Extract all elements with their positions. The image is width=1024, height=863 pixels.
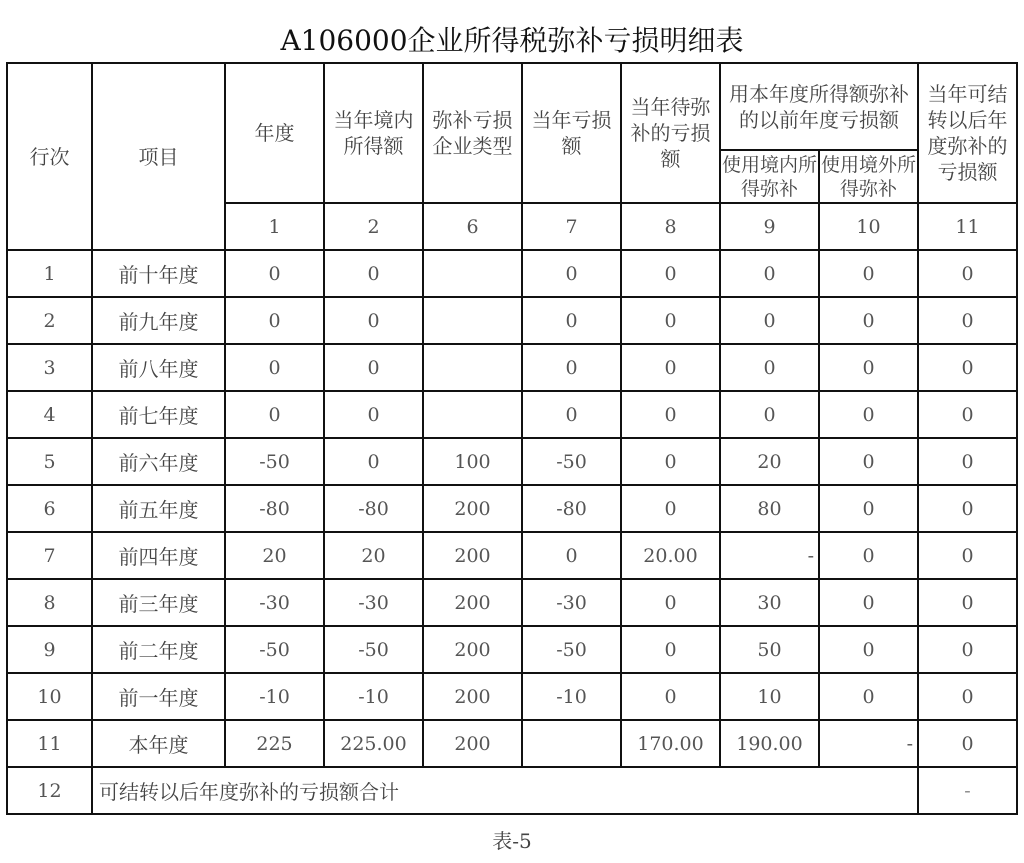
cell-pending-loss: 0	[621, 485, 720, 532]
cell-used-foreign: 0	[819, 250, 918, 297]
row-number: 4	[7, 391, 92, 438]
cell-domestic-income: 20	[324, 532, 423, 579]
header-row-no: 行次	[7, 63, 92, 250]
cell-carry-forward: 0	[918, 391, 1017, 438]
cell-loss-type: 200	[423, 720, 522, 767]
cell-used-domestic: 190.00	[720, 720, 819, 767]
cell-year: -50	[225, 626, 324, 673]
cell-year: 0	[225, 391, 324, 438]
row-number: 9	[7, 626, 92, 673]
cell-year: 0	[225, 344, 324, 391]
total-row-value: -	[918, 767, 1017, 814]
total-row-label: 可结转以后年度弥补的亏损额合计	[92, 767, 918, 814]
cell-pending-loss: 0	[621, 579, 720, 626]
cell-loss-amount	[522, 720, 621, 767]
table-row	[7, 485, 1017, 532]
cell-loss-type: 200	[423, 626, 522, 673]
cell-pending-loss: 0	[621, 438, 720, 485]
table-row	[7, 438, 1017, 485]
header-used-foreign: 使用境外所得弥补	[819, 150, 918, 203]
row-item: 前六年度	[92, 438, 225, 485]
table-row	[7, 344, 1017, 391]
cell-loss-type	[423, 250, 522, 297]
cell-loss-type: 200	[423, 532, 522, 579]
cell-loss-amount: 0	[522, 297, 621, 344]
cell-used-domestic: 20	[720, 438, 819, 485]
cell-loss-type: 200	[423, 485, 522, 532]
cell-carry-forward: 0	[918, 344, 1017, 391]
col-number: 11	[918, 203, 1017, 250]
cell-used-domestic: 50	[720, 626, 819, 673]
col-number: 2	[324, 203, 423, 250]
cell-used-domestic: 0	[720, 391, 819, 438]
table-row	[7, 720, 1017, 767]
row-item: 前十年度	[92, 250, 225, 297]
cell-domestic-income: 0	[324, 297, 423, 344]
cell-domestic-income: 0	[324, 391, 423, 438]
row-item: 前四年度	[92, 532, 225, 579]
loss-compensation-table	[6, 62, 1018, 815]
header-year: 年度	[225, 63, 324, 203]
cell-loss-amount: 0	[522, 391, 621, 438]
cell-carry-forward: 0	[918, 438, 1017, 485]
cell-loss-type: 100	[423, 438, 522, 485]
table-row	[7, 579, 1017, 626]
cell-loss-amount: -10	[522, 673, 621, 720]
cell-domestic-income: -50	[324, 626, 423, 673]
cell-domestic-income: -30	[324, 579, 423, 626]
cell-used-domestic: 10	[720, 673, 819, 720]
cell-domestic-income: -10	[324, 673, 423, 720]
cell-used-foreign: 0	[819, 673, 918, 720]
cell-used-foreign: 0	[819, 532, 918, 579]
cell-domestic-income: 225.00	[324, 720, 423, 767]
cell-used-domestic: -	[720, 532, 819, 579]
cell-loss-amount: 0	[522, 532, 621, 579]
cell-year: 225	[225, 720, 324, 767]
cell-carry-forward: 0	[918, 485, 1017, 532]
header-loss-type: 弥补亏损企业类型	[423, 63, 522, 203]
header-used-domestic: 使用境内所得弥补	[720, 150, 819, 203]
table-row	[7, 626, 1017, 673]
header-pending-loss: 当年待弥补的亏损额	[621, 63, 720, 203]
total-row-no: 12	[7, 767, 92, 814]
table-row	[7, 673, 1017, 720]
row-number: 3	[7, 344, 92, 391]
cell-used-foreign: 0	[819, 626, 918, 673]
cell-pending-loss: 0	[621, 673, 720, 720]
cell-used-foreign: 0	[819, 579, 918, 626]
cell-used-foreign: 0	[819, 485, 918, 532]
row-item: 前七年度	[92, 391, 225, 438]
cell-pending-loss: 0	[621, 250, 720, 297]
cell-carry-forward: 0	[918, 250, 1017, 297]
cell-year: 0	[225, 297, 324, 344]
cell-pending-loss: 0	[621, 626, 720, 673]
cell-loss-type	[423, 391, 522, 438]
cell-carry-forward: 0	[918, 579, 1017, 626]
cell-used-foreign: 0	[819, 344, 918, 391]
col-number: 7	[522, 203, 621, 250]
row-item: 前八年度	[92, 344, 225, 391]
cell-loss-type	[423, 344, 522, 391]
cell-year: -30	[225, 579, 324, 626]
row-item: 前一年度	[92, 673, 225, 720]
row-item: 本年度	[92, 720, 225, 767]
table-row	[7, 250, 1017, 297]
row-number: 5	[7, 438, 92, 485]
row-number: 2	[7, 297, 92, 344]
cell-carry-forward: 0	[918, 297, 1017, 344]
cell-used-domestic: 0	[720, 250, 819, 297]
cell-used-foreign: 0	[819, 391, 918, 438]
cell-loss-type	[423, 297, 522, 344]
row-number: 6	[7, 485, 92, 532]
table-row	[7, 532, 1017, 579]
cell-pending-loss: 170.00	[621, 720, 720, 767]
cell-year: -10	[225, 673, 324, 720]
table-row	[7, 297, 1017, 344]
cell-year: 0	[225, 250, 324, 297]
cell-pending-loss: 0	[621, 391, 720, 438]
cell-loss-amount: 0	[522, 250, 621, 297]
cell-pending-loss: 0	[621, 344, 720, 391]
cell-used-foreign: 0	[819, 438, 918, 485]
row-number: 7	[7, 532, 92, 579]
col-number: 10	[819, 203, 918, 250]
header-used-group: 用本年度所得额弥补的以前年度亏损额	[720, 63, 918, 150]
cell-domestic-income: 0	[324, 344, 423, 391]
cell-loss-amount: 0	[522, 344, 621, 391]
cell-pending-loss: 0	[621, 297, 720, 344]
cell-carry-forward: 0	[918, 720, 1017, 767]
cell-carry-forward: 0	[918, 626, 1017, 673]
cell-year: -50	[225, 438, 324, 485]
col-number: 8	[621, 203, 720, 250]
cell-loss-amount: -80	[522, 485, 621, 532]
cell-used-foreign: 0	[819, 297, 918, 344]
col-number: 1	[225, 203, 324, 250]
cell-year: 20	[225, 532, 324, 579]
row-number: 1	[7, 250, 92, 297]
header-carry-forward: 当年可结转以后年度弥补的亏损额	[918, 63, 1017, 203]
row-number: 11	[7, 720, 92, 767]
cell-domestic-income: 0	[324, 438, 423, 485]
total-row	[7, 767, 1017, 814]
cell-domestic-income: -80	[324, 485, 423, 532]
cell-used-domestic: 80	[720, 485, 819, 532]
header-loss-amount: 当年亏损额	[522, 63, 621, 203]
cell-loss-amount: -50	[522, 626, 621, 673]
table-row	[7, 391, 1017, 438]
row-item: 前九年度	[92, 297, 225, 344]
cell-carry-forward: 0	[918, 673, 1017, 720]
cell-domestic-income: 0	[324, 250, 423, 297]
row-item: 前三年度	[92, 579, 225, 626]
col-number: 9	[720, 203, 819, 250]
col-number: 6	[423, 203, 522, 250]
table-caption: 表-5	[492, 829, 532, 853]
cell-loss-type: 200	[423, 673, 522, 720]
cell-carry-forward: 0	[918, 532, 1017, 579]
cell-year: -80	[225, 485, 324, 532]
cell-used-domestic: 0	[720, 297, 819, 344]
header-item: 项目	[92, 63, 225, 250]
row-item: 前五年度	[92, 485, 225, 532]
cell-loss-type: 200	[423, 579, 522, 626]
header-row-top	[7, 63, 1017, 150]
cell-used-foreign: -	[819, 720, 918, 767]
row-item: 前二年度	[92, 626, 225, 673]
cell-loss-amount: -50	[522, 438, 621, 485]
cell-loss-amount: -30	[522, 579, 621, 626]
cell-pending-loss: 20.00	[621, 532, 720, 579]
cell-used-domestic: 30	[720, 579, 819, 626]
row-number: 8	[7, 579, 92, 626]
header-domestic-income: 当年境内所得额	[324, 63, 423, 203]
row-number: 10	[7, 673, 92, 720]
table-title: A106000企业所得税弥补亏损明细表	[280, 24, 744, 57]
cell-used-domestic: 0	[720, 344, 819, 391]
